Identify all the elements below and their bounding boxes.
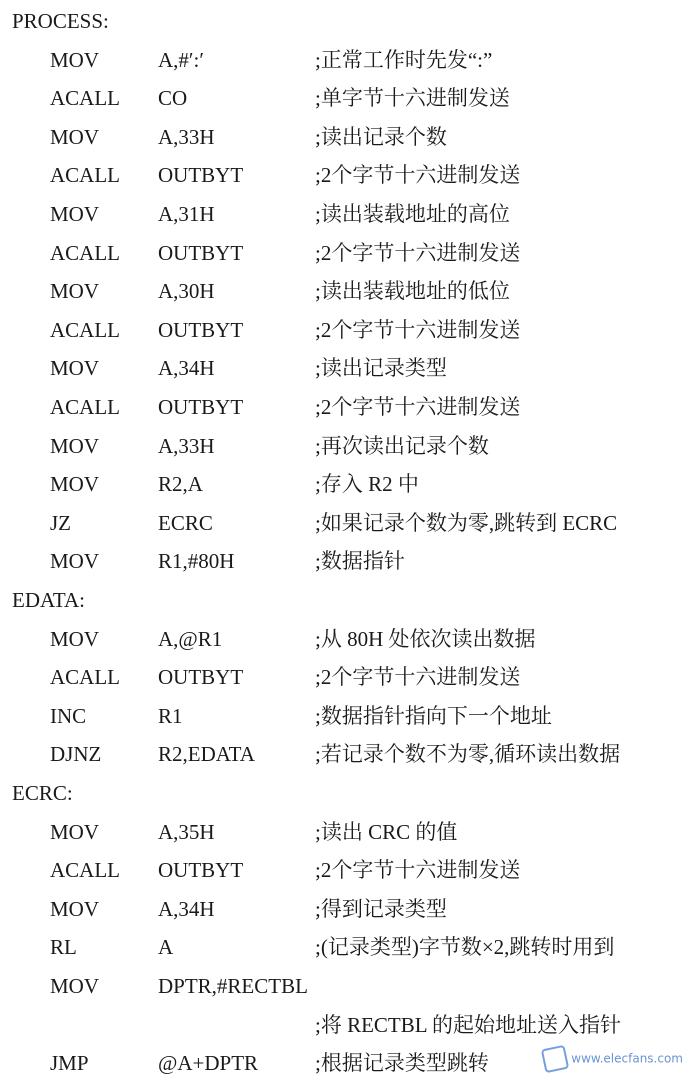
opcode: JZ (50, 510, 71, 535)
comment: ;数据指针指向下一个地址 (315, 703, 552, 728)
opcode: INC (50, 703, 87, 728)
comment: ;单字节十六进制发送 (315, 86, 510, 111)
comment: ;将 RECTBL 的起始地址送入指针 (315, 1012, 622, 1037)
operand: A,34H (158, 356, 215, 381)
label-line (0, 774, 691, 812)
comment: ;读出装载地址的高位 (315, 202, 510, 226)
opcode: MOV (50, 279, 100, 304)
code-line (0, 735, 691, 773)
comment: ;得到记录类型 (315, 896, 447, 921)
operand: OUTBYT (158, 665, 244, 690)
operand: OUTBYT (158, 317, 244, 342)
opcode: MOV (50, 896, 100, 921)
opcode: ACALL (50, 86, 120, 111)
comment: ;如果记录个数为零,跳转到 ECRC (315, 510, 618, 535)
operand: A,30H (158, 279, 215, 304)
comment: ;数据指针 (315, 549, 405, 574)
opcode: MOV (50, 124, 100, 149)
comment: ;2个字节十六进制发送 (315, 163, 521, 188)
comment: ;从 80H 处依次读出数据 (315, 626, 536, 651)
operand: OUTBYT (158, 240, 244, 265)
code-line (0, 234, 691, 272)
operand: @A+DPTR (158, 1051, 259, 1076)
code-line (0, 1006, 691, 1044)
comment: ;(记录类型)字节数×2,跳转时用到 (315, 935, 615, 960)
label-line (0, 2, 691, 40)
operand: A,@R1 (158, 626, 223, 651)
code-line (0, 851, 691, 889)
watermark-text: www.elecfans.com (571, 1051, 683, 1066)
comment: ;2个字节十六进制发送 (315, 317, 521, 342)
operand: DPTR,#RECTBL (158, 974, 308, 998)
opcode: ACALL (50, 240, 120, 265)
operand: A,31H (158, 202, 215, 226)
operand: OUTBYT (158, 395, 244, 419)
operand: CO (158, 86, 188, 111)
code-line (0, 658, 691, 696)
comment: ;再次读出记录个数 (315, 433, 489, 458)
operand: A,33H (158, 433, 215, 458)
code-line (0, 79, 691, 117)
opcode: MOV (50, 356, 100, 381)
code-line (0, 41, 691, 79)
operand: A (158, 935, 174, 960)
opcode: ACALL (50, 858, 120, 883)
operand: R1,#80H (158, 549, 235, 574)
code-line (0, 349, 691, 387)
comment: ;读出 CRC 的值 (315, 819, 458, 844)
line-label: EDATA: (12, 588, 85, 612)
code-line (0, 311, 691, 349)
comment: ;读出装载地址的低位 (315, 279, 510, 304)
opcode: MOV (50, 974, 100, 998)
opcode: DJNZ (50, 742, 102, 767)
code-line (0, 620, 691, 658)
line-label: PROCESS: (12, 9, 109, 33)
line-label: ECRC: (12, 781, 73, 805)
opcode: MOV (50, 202, 100, 226)
operand: A,33H (158, 124, 215, 149)
label-line (0, 581, 691, 619)
code-line (0, 195, 691, 233)
opcode: MOV (50, 626, 100, 651)
opcode: ACALL (50, 163, 120, 188)
opcode: ACALL (50, 317, 120, 342)
code-line (0, 697, 691, 735)
code-line (0, 890, 691, 928)
opcode: MOV (50, 549, 100, 574)
operand: R2,EDATA (158, 742, 255, 767)
operand: A,35H (158, 819, 215, 844)
code-line (0, 427, 691, 465)
operand: A,34H (158, 896, 215, 921)
comment: ;2个字节十六进制发送 (315, 665, 521, 690)
operand: OUTBYT (158, 163, 244, 188)
comment: ;2个字节十六进制发送 (315, 240, 521, 265)
comment: ;2个字节十六进制发送 (315, 395, 521, 419)
code-line (0, 504, 691, 542)
code-line (0, 156, 691, 194)
comment: ;正常工作时先发“:” (315, 47, 493, 72)
operand: A,#′:′ (158, 47, 204, 72)
code-line (0, 388, 691, 426)
operand: R2,A (158, 472, 203, 497)
watermark (543, 1047, 683, 1071)
opcode: ACALL (50, 665, 120, 690)
comment: ;2个字节十六进制发送 (315, 858, 521, 883)
opcode: MOV (50, 47, 100, 72)
opcode: JMP (50, 1051, 89, 1076)
comment: ;存入 R2 中 (315, 472, 419, 497)
opcode: RL (50, 935, 77, 960)
comment: ;若记录个数不为零,循环读出数据 (315, 742, 621, 767)
code-line (0, 928, 691, 966)
watermark-logo-icon (541, 1045, 569, 1073)
comment: ;根据记录类型跳转 (315, 1051, 489, 1076)
code-line (0, 118, 691, 156)
comment: ;读出记录类型 (315, 356, 447, 381)
code-line (0, 542, 691, 580)
opcode: MOV (50, 819, 100, 844)
code-line (0, 465, 691, 503)
operand: OUTBYT (158, 858, 244, 883)
operand: ECRC (158, 510, 213, 535)
opcode: ACALL (50, 395, 120, 419)
operand: R1 (158, 703, 183, 728)
comment: ;读出记录个数 (315, 124, 447, 149)
opcode: MOV (50, 433, 100, 458)
code-line (0, 967, 691, 1005)
opcode: MOV (50, 472, 100, 497)
code-line (0, 272, 691, 310)
code-line (0, 813, 691, 851)
